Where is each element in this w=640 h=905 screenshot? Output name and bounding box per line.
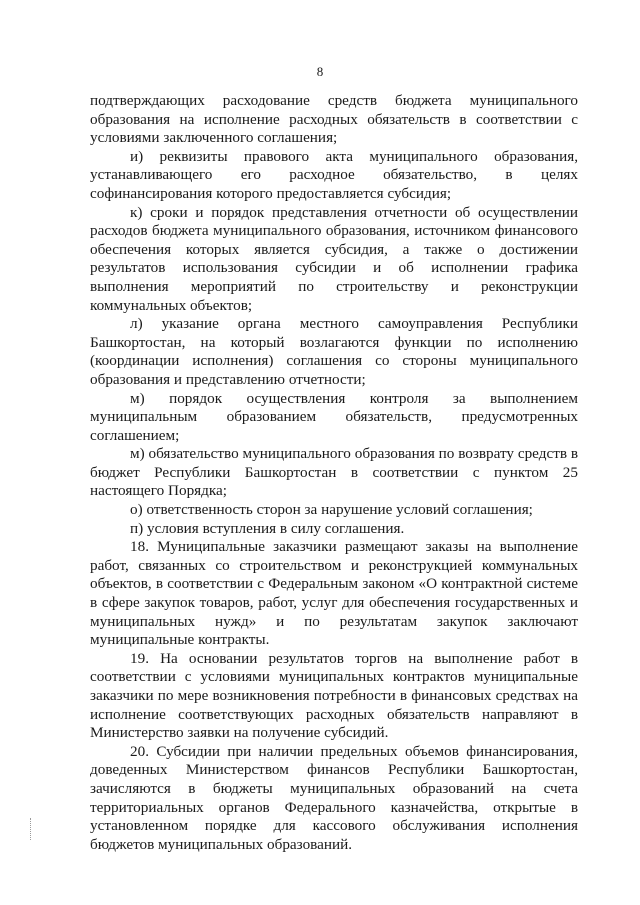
paragraph-item-m2: м) обязательство муниципального образования по возврату средств в бюджет Республики Башкортостан в соответствии с пунктом 25 настоящего Порядка; [90,445,578,500]
document-body [90,92,578,854]
paragraph-20: 20. Субсидии при наличии предельных объемов финансирования, доведенных Министерством финансов Республики Башкортостан, зачисляются в бюджеты муниципальных образований на счета территориальных органов Федерального казначейства, открытые в установленном порядке для кассового обслуживания исполнения бюджетов муниципальных образований. [90,742,578,853]
scan-margin-mark [30,818,37,840]
paragraph-continuation: подтверждающих расходование средств бюджета муниципального образования на исполнение расходных обязательств в соответствии с условиями заключенного соглашения; [90,92,578,147]
paragraph-19: 19. На основании результатов торгов на выполнение работ в соответствии с условиями муниципальных контрактов муниципальные заказчики по мере возникновения потребности в финансовых средствах на исполнение соответствующих расходных обязательств направляют в Министерство заявки на получение субсидий. [90,649,578,742]
paragraph-item-p: п) условия вступления в силу соглашения. [130,519,405,537]
paragraph-item-o: о) ответственность сторон за нарушение условий соглашения; [130,501,533,519]
paragraph-item-i: и) реквизиты правового акта муниципального образования, устанавливающего его расходное обязательство, в целях софинансирования которого предоставляется субсидия; [90,147,578,202]
paragraph-item-l: л) указание органа местного самоуправления Республики Башкортостан, на который возлагаются функции по исполнению (координации исполнения) соглашения со стороны муниципального образования и представлению отчетности; [90,315,578,388]
paragraph-18: 18. Муниципальные заказчики размещают заказы на выполнение работ, связанных со строительством и реконструкцией коммунальных объектов, в соответствии с Федеральным законом «О контрактной системе в сфере закупок товаров, работ, услуг для обеспечения государственных и муниципальных нужд» и по результатам закупок заключают муниципальные контракты. [90,538,578,649]
page-number: 8 [316,64,324,79]
paragraph-item-k: к) сроки и порядок представления отчетности об осуществлении расходов бюджета муниципального образования, источником финансового обеспечения которых является субсидия, а также о достижении результатов использования субсидии и об исполнении графика выполнения мероприятий по строительству и реконструкции коммунальных объектов; [90,203,578,314]
paragraph-item-m1: м) порядок осуществления контроля за выполнением муниципальным образованием обязательств, предусмотренных соглашением; [90,389,578,444]
